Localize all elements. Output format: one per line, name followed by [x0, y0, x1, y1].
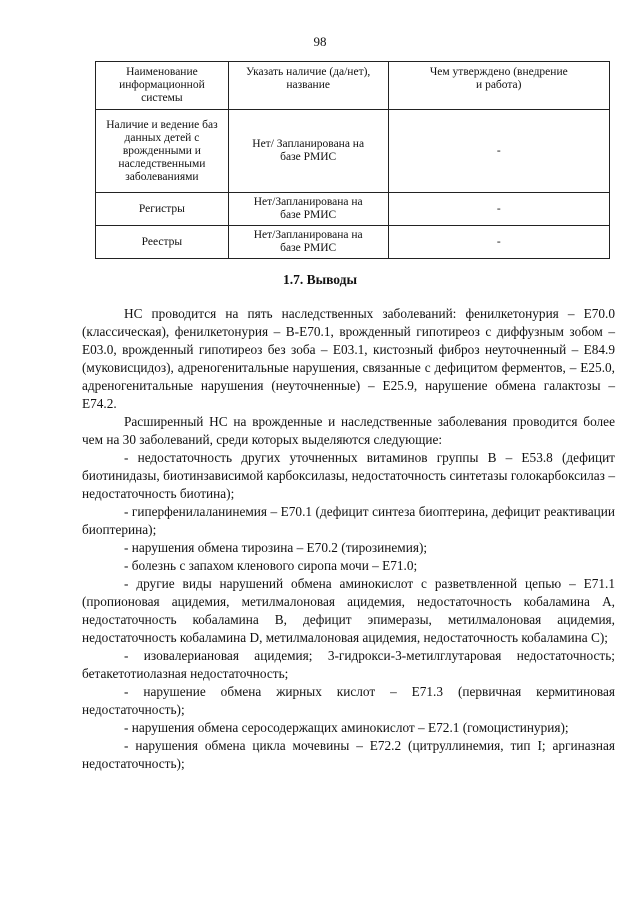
table-cell: Нет/Запланирована на базе РМИС [228, 193, 388, 226]
header-availability: Указать наличие (да/нет), название [228, 62, 388, 110]
list-item: - изовалериановая ацидемия; 3-гидрокси-3-метилглутаровая недостаточность; бетакетотиолазная недостаточность; [82, 648, 615, 681]
table-cell: Наличие и ведение баз данных детей с врожденными и наследственными заболеваниями [96, 110, 229, 193]
page-number: 98 [313, 34, 327, 49]
section-title: 1.7. Выводы [282, 272, 358, 287]
table-cell: - [388, 226, 609, 259]
list-item: - нарушения обмена тирозина – Е70.2 (тирозинемия); [124, 540, 428, 555]
list-item: - нарушение обмена жирных кислот – Е71.3 (первичная кермитиновая недостаточность); [82, 684, 615, 717]
list-item: - болезнь с запахом кленового сиропа мочи – Е71.0; [124, 558, 418, 573]
list-item: - гиперфенилаланинемия – Е70.1 (дефицит синтеза биоптерина, дефицит реактивации биоптерина); [82, 504, 615, 537]
table-row [96, 193, 610, 226]
table-cell: Нет/Запланирована на базе РМИС [228, 226, 388, 259]
table-row [96, 226, 610, 259]
list-item: - другие виды нарушений обмена аминокислот с разветвленной цепью – Е71.1 (пропионовая ацидемия, метилмалоновая ацидемия, недостаточность кобаламина А, недостаточность кобаламина В, дефицит эпимеразы, метилмалоновая ацидемия, недостаточность кобаламина D, метилмалоновая ацидемия, недостаточность кобаламина С); [82, 576, 615, 645]
table-header-row [96, 62, 610, 110]
list-item: - нарушения обмена серосодержащих аминокислот – Е72.1 (гомоцистинурия); [124, 720, 569, 735]
table-cell: Реестры [96, 226, 229, 259]
table-row [96, 110, 610, 193]
paragraph: Расширенный НС на врожденные и наследственные заболевания проводится более чем на 30 заболеваний, среди которых выделяются следующие: [82, 414, 615, 447]
list-item: - недостаточность других уточненных витаминов группы В – Е53.8 (дефицит биотинидазы, биотинзависимой карбоксилазы, недостаточность синтетазы голокарбоксилаз – недостаточность биотина); [82, 450, 615, 501]
table-cell: - [388, 110, 609, 193]
table-cell: - [388, 193, 609, 226]
header-system-name: Наименование информационной системы [96, 62, 229, 110]
table-cell: Нет/ Запланирована на базе РМИС [228, 110, 388, 193]
info-systems-table [95, 61, 610, 259]
table-cell: Регистры [96, 193, 229, 226]
list-item: - нарушения обмена цикла мочевины – Е72.2 (цитруллинемия, тип I; аргиназная недостаточность); [82, 738, 615, 771]
body-text [82, 305, 615, 773]
paragraph: НС проводится на пять наследственных заболеваний: фенилкетонурия – Е70.0 (классическая), фенилкетонурия – В-Е70.1, врожденный гипотиреоз с диффузным зобом – Е03.0, врожденный гипотиреоз без зоба – Е03.1, кистозный фиброз неуточненный – Е84.9 (муковисцидоз), адреногенитальные нарушения, связанные с дефицитом ферментов, – Е25.0, адреногенитальные нарушения (неуточненные) – Е25.9, нарушение обмена галактозы – Е74.2. [82, 306, 615, 411]
header-approved-by: Чем утверждено (внедрение и работа) [388, 62, 609, 110]
